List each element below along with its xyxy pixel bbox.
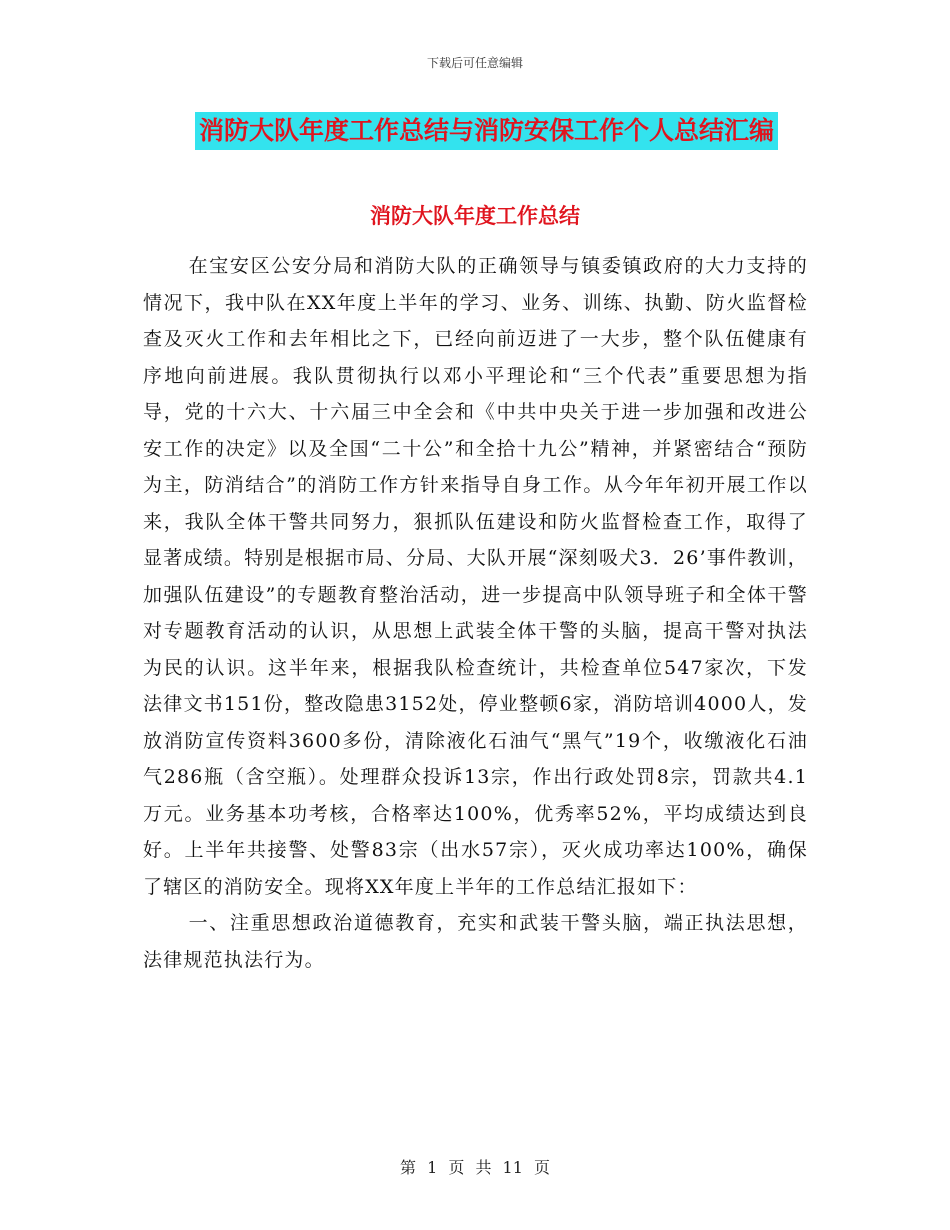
page-number: 第 1 页 共 11 页 xyxy=(400,1158,550,1177)
document-body xyxy=(143,248,808,978)
paragraph-section-one: 一、注重思想政治道德教育，充实和武装干警头脑，端正执法思想，法律规范执法行为。 xyxy=(143,912,808,971)
paragraph-intro: 在宝安区公安分局和消防大队的正确领导与镇委镇政府的大力支持的情况下，我中队在XX年度上半年的学习、业务、训练、执勤、防火监督检查及灭火工作和去年相比之下，已经向前迈进了一大步，整个队伍健康有序地向前进展。我队贯彻执行以邓小平理论和“三个代表”重要思想为指导，党的十六大、十六届三中全会和《中共中央关于进一步加强和改进公安工作的决定》以及全国“二十公”和全拾十九公”精神，并紧密结合“预防为主，防消结合”的消防工作方针来指导自身工作。从今年年初开展工作以来，我队全体干警共同努力，狠抓队伍建设和防火监督检查工作，取得了显著成绩。特别是根据市局、分局、大队开展“深刻吸犬3．26’事件教训，加强队伍建设”的专题教育整治活动，进一步提高中队领导班子和全体干警对专题教育活动的认识，从思想上武装全体干警的头脑，提高干警对执法为民的认识。这半年来，根据我队检查统计，共检查单位547家次，下发法律文书151份，整改隐患3152处，停业整顿6家，消防培训4000人，发放消防宣传资料3600多份，清除液化石油气“黑气”19个，收缴液化石油气286瓶（含空瓶）。处理群众投诉13宗，作出行政处罚8宗，罚款共4.1万元。业务基本功考核，合格率达100%，优秀率52%，平均成绩达到良好。上半年共接警、处警83宗（出水57宗），灭火成功率达100%，确保了辖区的消防安全。现将XX年度上半年的工作总结汇报如下： xyxy=(143,255,808,898)
section-title: 消防大队年度工作总结 xyxy=(370,204,580,228)
header-note: 下载后可任意编辑 xyxy=(426,56,523,70)
document-title: 消防大队年度工作总结与消防安保工作个人总结汇编 xyxy=(195,112,778,150)
